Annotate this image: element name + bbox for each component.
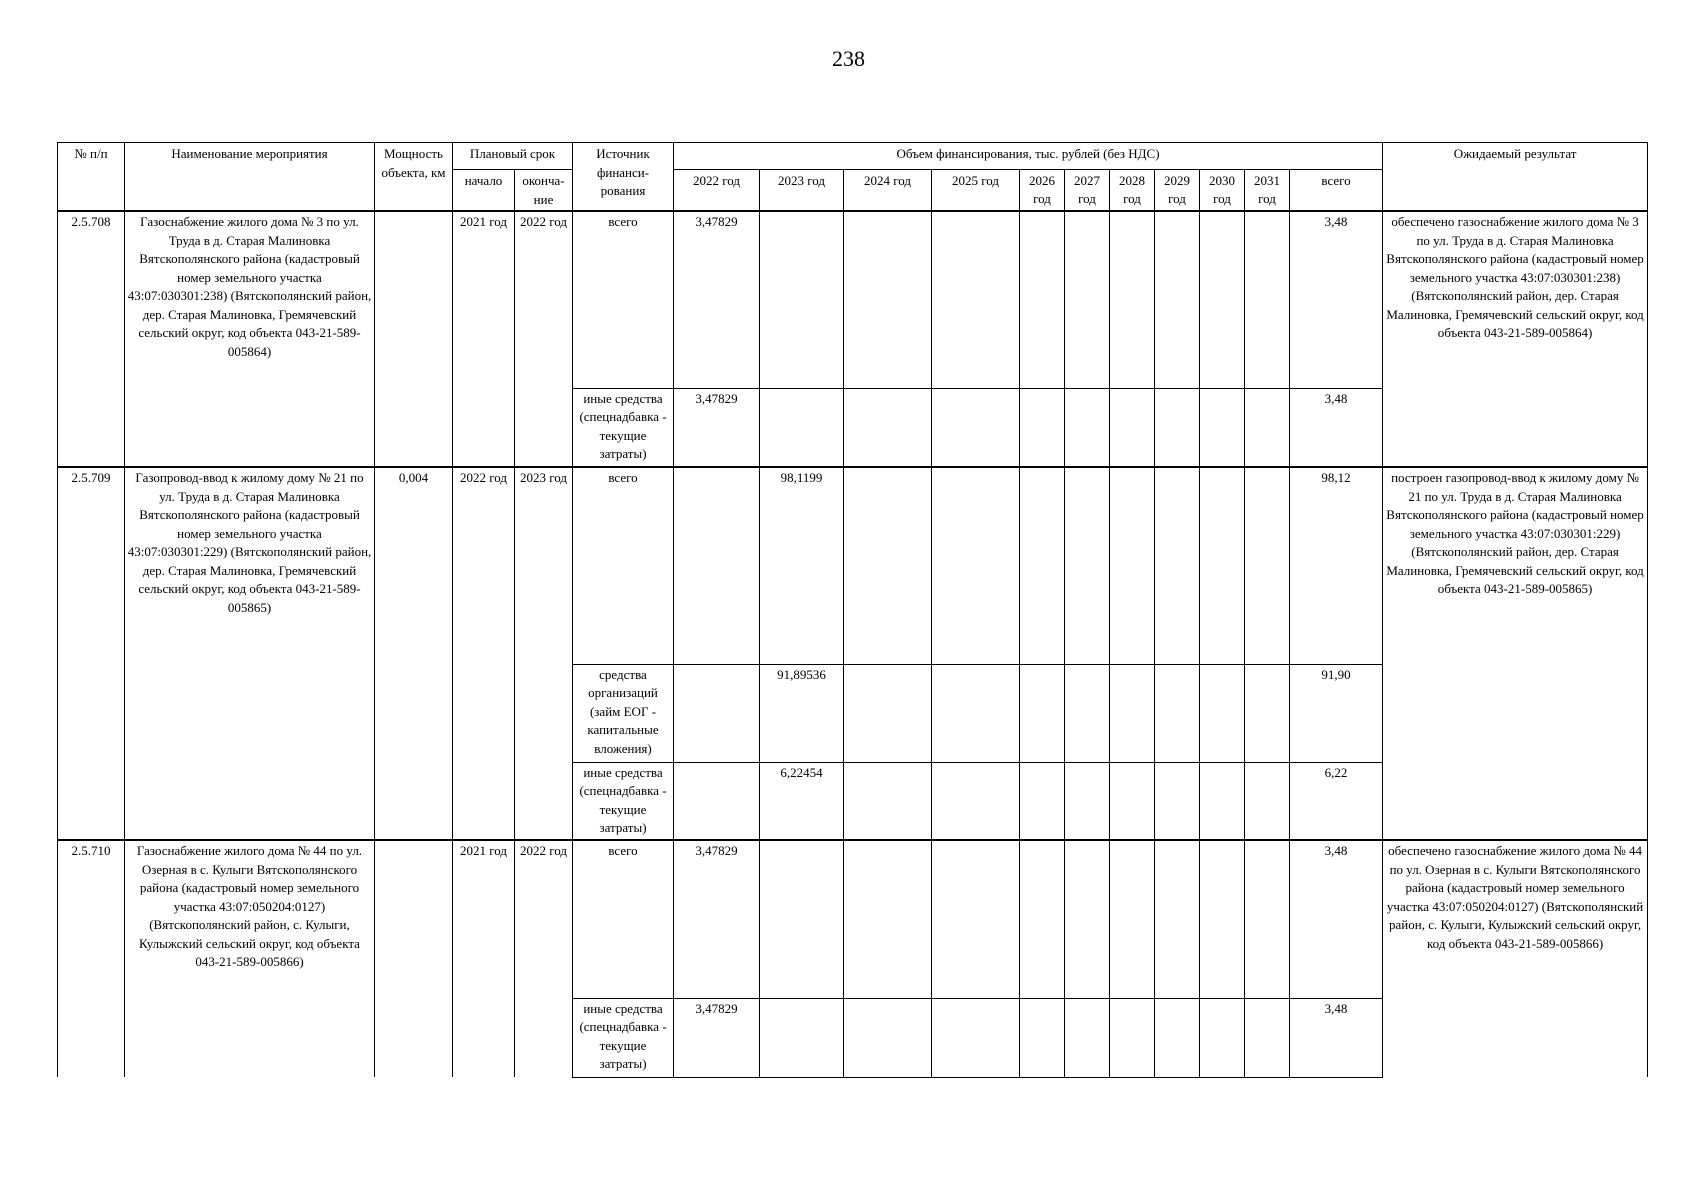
value-2024 (844, 467, 932, 664)
value-2029 (1155, 664, 1200, 762)
header-year: 2023 год (760, 170, 844, 212)
row-num: 2.5.708 (58, 211, 125, 467)
value-2022: 3,47829 (674, 211, 760, 388)
value-2024 (844, 840, 932, 998)
funding-table-wrapper (57, 142, 1647, 1078)
value-2031 (1245, 762, 1290, 840)
value-2030 (1200, 211, 1245, 388)
value-2024 (844, 211, 932, 388)
value-2029 (1155, 998, 1200, 1077)
header-year: 2031 год (1245, 170, 1290, 212)
value-2023 (760, 211, 844, 388)
value-2028 (1110, 664, 1155, 762)
value-2030 (1200, 840, 1245, 998)
header-year: 2025 год (932, 170, 1020, 212)
row-start: 2021 год (453, 211, 515, 467)
source-label: средства организаций (займ ЕОГ - капитальные вложения) (573, 664, 674, 762)
value-2031 (1245, 840, 1290, 998)
row-result: построен газопровод-ввод к жилому дому № 21 по ул. Труда в д. Старая Малиновка Вятскополянского района (кадастровый номер земельного участка 43:07:030301:229) (Вятскополянский район, дер. Старая Малиновка, Гремячевский сельский округ, код объекта 043-21-589-005865) (1383, 467, 1648, 840)
header-num: № п/п (58, 143, 125, 212)
source-label: иные средства (спецнадбавка - текущие затраты) (573, 762, 674, 840)
header-power: Мощность объекта, км (375, 143, 453, 212)
value-2026 (1020, 840, 1065, 998)
value-2027 (1065, 467, 1110, 664)
header-name: Наименование мероприятия (125, 143, 375, 212)
value-2025 (932, 762, 1020, 840)
value-total: 91,90 (1290, 664, 1383, 762)
value-2026 (1020, 762, 1065, 840)
value-2023 (760, 840, 844, 998)
header-year: 2029 год (1155, 170, 1200, 212)
header-plan: Плановый срок (453, 143, 573, 170)
value-2026 (1020, 998, 1065, 1077)
value-2025 (932, 998, 1020, 1077)
value-2031 (1245, 664, 1290, 762)
value-total: 3,48 (1290, 840, 1383, 998)
value-2027 (1065, 762, 1110, 840)
value-2025 (932, 211, 1020, 388)
value-2025 (932, 388, 1020, 467)
source-label: иные средства (спецнадбавка - текущие затраты) (573, 998, 674, 1077)
header-end: оконча-ние (515, 170, 573, 212)
value-2023 (760, 998, 844, 1077)
value-2026 (1020, 211, 1065, 388)
value-2027 (1065, 664, 1110, 762)
value-2023: 6,22454 (760, 762, 844, 840)
value-2028 (1110, 211, 1155, 388)
value-2024 (844, 664, 932, 762)
value-2029 (1155, 840, 1200, 998)
value-2025 (932, 467, 1020, 664)
value-2029 (1155, 211, 1200, 388)
value-2024 (844, 762, 932, 840)
value-2030 (1200, 388, 1245, 467)
row-power (375, 840, 453, 1077)
source-label: всего (573, 467, 674, 664)
value-2031 (1245, 467, 1290, 664)
value-2027 (1065, 998, 1110, 1077)
value-2022: 3,47829 (674, 998, 760, 1077)
table-row (58, 840, 1648, 998)
value-2024 (844, 388, 932, 467)
header-year: 2027 год (1065, 170, 1110, 212)
value-2022 (674, 762, 760, 840)
value-2022: 3,47829 (674, 840, 760, 998)
value-2026 (1020, 664, 1065, 762)
header-funding: Объем финансирования, тыс. рублей (без НДС) (674, 143, 1383, 170)
header-year: 2030 год (1200, 170, 1245, 212)
row-name: Газопровод-ввод к жилому дому № 21 по ул. Труда в д. Старая Малиновка Вятскополянского района (кадастровый номер земельного участка 43:07:030301:229) (Вятскополянский район, дер. Старая Малиновка, Гремячевский сельский округ, код объекта 043-21-589-005865) (125, 467, 375, 840)
value-2030 (1200, 467, 1245, 664)
value-2030 (1200, 762, 1245, 840)
value-2025 (932, 664, 1020, 762)
value-2030 (1200, 664, 1245, 762)
value-2031 (1245, 211, 1290, 388)
value-2029 (1155, 467, 1200, 664)
row-num: 2.5.710 (58, 840, 125, 1077)
row-end: 2022 год (515, 211, 573, 467)
row-end: 2022 год (515, 840, 573, 1077)
value-2023: 98,1199 (760, 467, 844, 664)
value-2027 (1065, 388, 1110, 467)
header-source: Источник финанси-рования (573, 143, 674, 212)
value-2025 (932, 840, 1020, 998)
value-2031 (1245, 998, 1290, 1077)
header-total: всего (1290, 170, 1383, 212)
row-power: 0,004 (375, 467, 453, 840)
value-total: 3,48 (1290, 998, 1383, 1077)
value-2022: 3,47829 (674, 388, 760, 467)
value-2023 (760, 388, 844, 467)
header-year: 2024 год (844, 170, 932, 212)
row-result: обеспечено газоснабжение жилого дома № 44 по ул. Озерная в с. Кулыги Вятскополянского района (кадастровый номер земельного участка 43:07:050204:0127) (Вятскополянский район, с. Кулыги, Кулыжский сельский округ, код объекта 043-21-589-005866) (1383, 840, 1648, 1077)
value-2026 (1020, 467, 1065, 664)
value-2029 (1155, 762, 1200, 840)
row-power (375, 211, 453, 467)
value-2031 (1245, 388, 1290, 467)
header-start: начало (453, 170, 515, 212)
value-2028 (1110, 998, 1155, 1077)
row-name: Газоснабжение жилого дома № 44 по ул. Озерная в с. Кулыги Вятскополянского района (кадастровый номер земельного участка 43:07:050204:0127) (Вятскополянский район, с. Кулыги, Кулыжский сельский округ, код объекта 043-21-589-005866) (125, 840, 375, 1077)
value-total: 6,22 (1290, 762, 1383, 840)
source-label: всего (573, 840, 674, 998)
header-result: Ожидаемый результат (1383, 143, 1648, 212)
value-2028 (1110, 840, 1155, 998)
value-2027 (1065, 211, 1110, 388)
value-2022 (674, 467, 760, 664)
row-end: 2023 год (515, 467, 573, 840)
value-2028 (1110, 467, 1155, 664)
row-num: 2.5.709 (58, 467, 125, 840)
value-2023: 91,89536 (760, 664, 844, 762)
value-total: 3,48 (1290, 211, 1383, 388)
table-row (58, 467, 1648, 664)
value-total: 3,48 (1290, 388, 1383, 467)
header-year: 2028 год (1110, 170, 1155, 212)
value-2027 (1065, 840, 1110, 998)
header-year: 2026 год (1020, 170, 1065, 212)
value-2029 (1155, 388, 1200, 467)
value-2030 (1200, 998, 1245, 1077)
source-label: иные средства (спецнадбавка - текущие затраты) (573, 388, 674, 467)
value-2022 (674, 664, 760, 762)
value-2026 (1020, 388, 1065, 467)
value-total: 98,12 (1290, 467, 1383, 664)
value-2028 (1110, 762, 1155, 840)
page-number: 238 (832, 46, 865, 71)
row-name: Газоснабжение жилого дома № 3 по ул. Труда в д. Старая Малиновка Вятскополянского района (кадастровый номер земельного участка 43:07:030301:238) (Вятскополянский район, дер. Старая Малиновка, Гремячевский сельский округ, код объекта 043-21-589-005864) (125, 211, 375, 467)
funding-table (57, 142, 1648, 1078)
value-2028 (1110, 388, 1155, 467)
row-start: 2022 год (453, 467, 515, 840)
value-2024 (844, 998, 932, 1077)
row-result: обеспечено газоснабжение жилого дома № 3 по ул. Труда в д. Старая Малиновка Вятскополянского района (кадастровый номер земельного участка 43:07:030301:238) (Вятскополянский район, дер. Старая Малиновка, Гремячевский сельский округ, код объекта 043-21-589-005864) (1383, 211, 1648, 467)
source-label: всего (573, 211, 674, 388)
header-year: 2022 год (674, 170, 760, 212)
row-start: 2021 год (453, 840, 515, 1077)
table-row (58, 211, 1648, 388)
